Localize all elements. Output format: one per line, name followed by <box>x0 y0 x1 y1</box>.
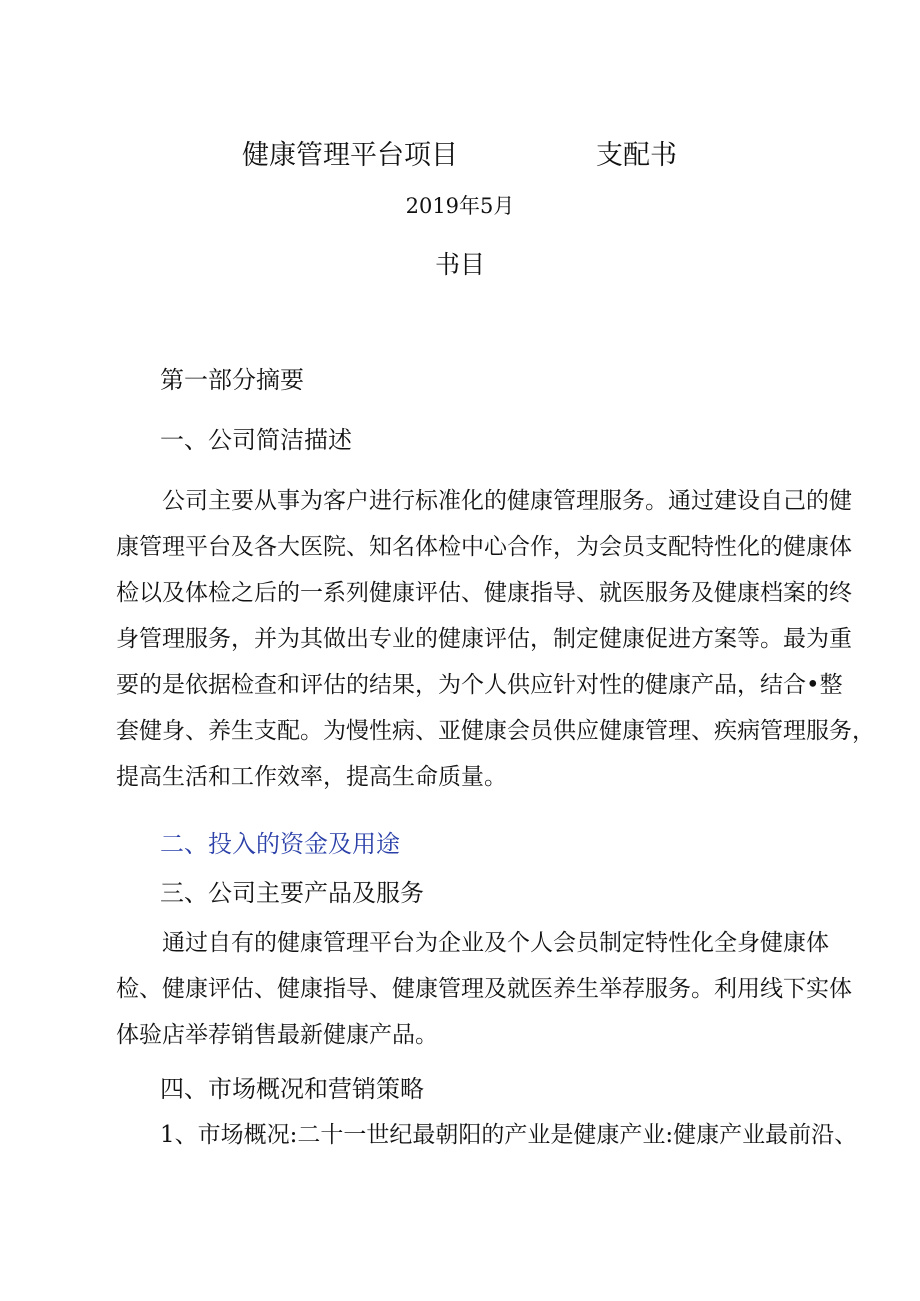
paragraph-line: 提高生活和工作效率，提高生命质量。 <box>116 764 507 790</box>
part1-heading: 第一部分摘要 <box>160 366 304 394</box>
document-title-left: 健康管理平台项目 <box>242 140 458 171</box>
paragraph-line: 要的是依据检查和评估的结果，为个人供应针对性的健康产品，结合•整 <box>116 672 843 698</box>
paragraph-line: 体验店举荐销售最新健康产品。 <box>116 1022 438 1048</box>
document-title-right: 支配书 <box>596 140 677 171</box>
paragraph-line: 套健身、养生支配。为慢性病、亚健康会员供应健康管理、疾病管理服务， <box>116 718 875 744</box>
paragraph-line: 康管理平台及各大医院、知名体检中心合作，为会员支配特性化的健康体 <box>116 534 852 560</box>
document-date: 2019年5月 <box>405 194 515 218</box>
section1-paragraph <box>116 478 875 800</box>
section4-paragraph <box>160 1112 857 1158</box>
section1-heading: 一、公司简洁描述 <box>160 426 352 454</box>
paragraph-line: 通过自有的健康管理平台为企业及个人会员制定特性化全身健康体 <box>162 930 829 956</box>
section2-heading-link[interactable]: 二、投入的资金及用途 <box>160 830 400 858</box>
section3-heading: 三、公司主要产品及服务 <box>160 879 424 907</box>
section4-heading: 四、市场概况和营销策略 <box>160 1075 424 1103</box>
paragraph-line: 公司主要从事为客户进行标准化的健康管理服务。通过建设自己的健 <box>162 488 852 514</box>
paragraph-line: 检以及体检之后的一系列健康评估、健康指导、就医服务及健康档案的终 <box>116 580 852 606</box>
paragraph-line: 1、市场概况:二十一世纪最朝阳的产业是健康产业:健康产业最前沿、 <box>160 1122 858 1148</box>
section3-paragraph <box>116 920 852 1058</box>
paragraph-line: 身管理服务，并为其做出专业的健康评估，制定健康促进方案等。最为重 <box>116 626 852 652</box>
paragraph-line: 检、健康评估、健康指导、健康管理及就医养生举荐服务。利用线下实体 <box>116 976 852 1002</box>
toc-heading: 书目 <box>434 250 485 279</box>
